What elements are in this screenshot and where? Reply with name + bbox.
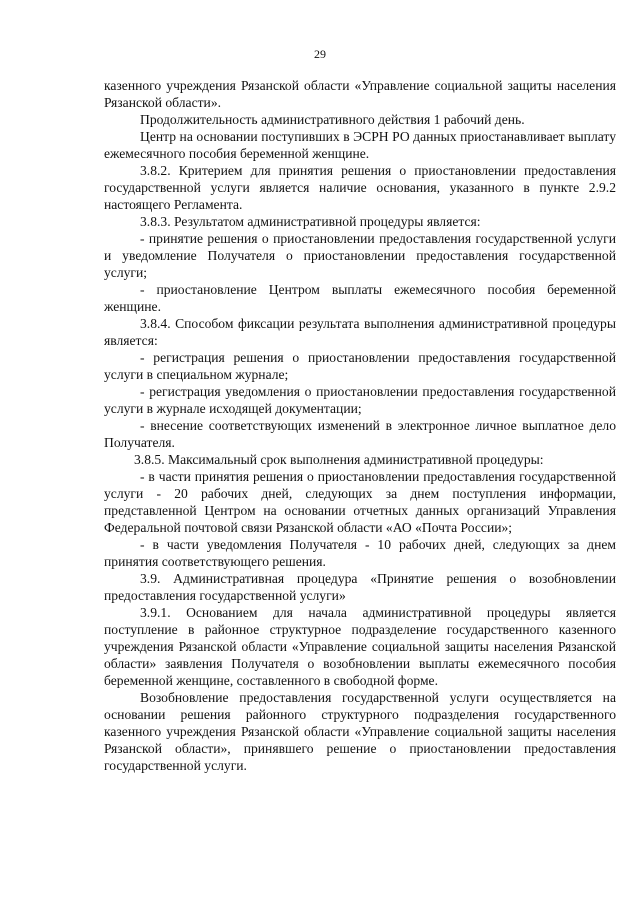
paragraph: - принятие решения о приостановлении предоставления государственной услуги и уведомление Получателя о приостановлении предоставления государственной услуги; bbox=[104, 231, 616, 280]
document-body bbox=[104, 77, 616, 774]
paragraph: - приостановление Центром выплаты ежемесячного пособия беременной женщине. bbox=[104, 282, 616, 314]
paragraph: - в части принятия решения о приостановлении предоставления государственной услуги - 20 рабочих дней, следующих за днем поступления информации, представленной Центром на основании отчетных данных организаций Управления Федеральной почтовой связи Рязанской области «АО «Почта России»; bbox=[104, 469, 616, 535]
paragraph: Центр на основании поступивших в ЭСРН РО данных приостанавливает выплату ежемесячного пособия беременной женщине. bbox=[104, 129, 616, 161]
paragraph: - в части уведомления Получателя - 10 рабочих дней, следующих за днем принятия соответствующего решения. bbox=[104, 537, 616, 569]
paragraph: 3.9. Административная процедура «Принятие решения о возобновлении предоставления государственной услуги» bbox=[104, 571, 616, 603]
paragraph: 3.8.5. Максимальный срок выполнения административной процедуры: bbox=[134, 452, 544, 467]
paragraph: - регистрация уведомления о приостановлении предоставления государственной услуги в журнале исходящей документации; bbox=[104, 384, 616, 416]
paragraph: Продолжительность административного действия 1 рабочий день. bbox=[140, 112, 525, 127]
paragraph: Возобновление предоставления государственной услуги осуществляется на основании решения районного структурного подразделения государственного казенного учреждения Рязанской области «Управление социальной защиты населения Рязанской области», принявшего решение о приостановлении предоставления государственной услуги. bbox=[104, 690, 616, 773]
paragraph: 3.8.4. Способом фиксации результата выполнения административной процедуры является: bbox=[104, 316, 616, 348]
paragraph: - внесение соответствующих изменений в электронное личное выплатное дело Получателя. bbox=[104, 418, 616, 450]
page-number: 29 bbox=[314, 47, 326, 61]
paragraph: казенного учреждения Рязанской области «Управление социальной защиты населения Рязанской области». bbox=[104, 78, 616, 110]
paragraph: - регистрация решения о приостановлении предоставления государственной услуги в специальном журнале; bbox=[104, 350, 616, 382]
paragraph: 3.8.2. Критерием для принятия решения о приостановлении предоставления государственной услуги является наличие основания, указанного в пункте 2.9.2 настоящего Регламента. bbox=[104, 163, 616, 212]
paragraph: 3.9.1. Основанием для начала административной процедуры является поступление в районное структурное подразделение государственного казенного учреждения Рязанской области «Управление социальной защиты населения Рязанской области» заявления Получателя о возобновлении выплаты ежемесячного пособия беременной женщине, составленного в свободной форме. bbox=[104, 605, 616, 688]
paragraph: 3.8.3. Результатом административной процедуры является: bbox=[140, 214, 481, 229]
